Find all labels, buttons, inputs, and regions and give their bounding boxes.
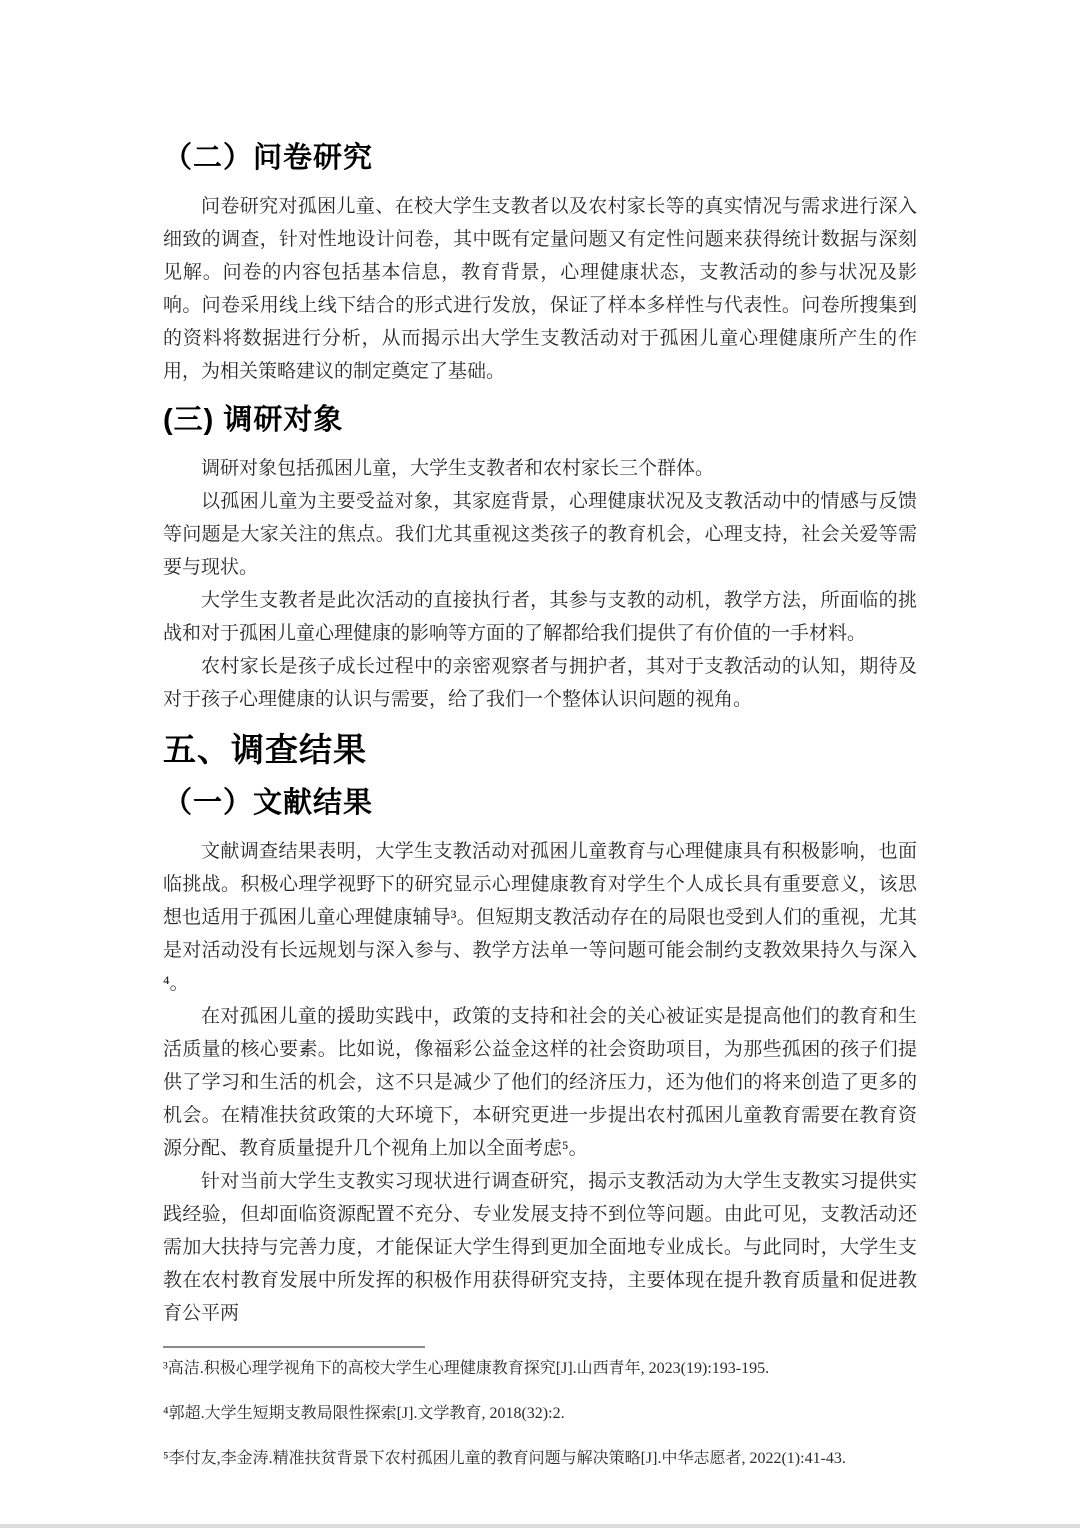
paragraph-literature-2: 在对孤困儿童的援助实践中，政策的支持和社会的关心被证实是提高他们的教育和生活质量的核心要素。比如说，像福彩公益金这样的社会资助项目，为那些孤困的孩子们提供了学习和生活的机会，这不只是减少了他们的经济压力，还为他们的将来创造了更多的机会。在精准扶贫政策的大环境下，本研究更进一步提出农村孤困儿童教育需要在教育资源分配、教育质量提升几个视角上加以全面考虑⁵。 (163, 1006, 917, 1159)
footnote-separator (163, 1346, 425, 1348)
paragraph-literature-1: 文献调查结果表明，大学生支教活动对孤困儿童教育与心理健康具有积极影响，也面临挑战。积极心理学视野下的研究显示心理健康教育对学生个人成长具有重要意义，该思想也适用于孤困儿童心理健康辅导³。但短期支教活动存在的局限也受到人们的重视，尤其是对活动没有长远规划与深入参与、教学方法单一等问题可能会制约支教效果持久与深入⁴。 (163, 841, 917, 994)
section-heading-research-subjects: (三) 调研对象 (163, 404, 344, 436)
footnote-5: ⁵李付友,李金涛.精准扶贫背景下农村孤困儿童的教育问题与解决策略[J].中华志愿者, 2022(1):41-43. (163, 1450, 846, 1467)
footnote-3: ³高洁.积极心理学视角下的高校大学生心理健康教育探究[J].山西青年, 2023(19):193-195. (163, 1360, 770, 1377)
chapter-heading-survey-results: 五、调查结果 (163, 731, 367, 768)
page-bottom-edge (0, 1524, 1080, 1528)
paragraph-literature-3: 针对当前大学生支教实习现状进行调查研究，揭示支教活动为大学生支教实习提供实践经验，但却面临资源配置不充分、专业发展支持不到位等问题。由此可见，支教活动还需加大扶持与完善力度，才能保证大学生得到更加全面地专业成长。与此同时，大学生支教在农村教育发展中所发挥的积极作用获得研究支持，主要体现在提升教育质量和促进教育公平两 (163, 1171, 917, 1324)
paragraph-subjects-volunteers: 大学生支教者是此次活动的直接执行者，其参与支教的动机，教学方法，所面临的挑战和对于孤困儿童心理健康的影响等方面的了解都给我们提供了有价值的一手材料。 (163, 590, 917, 644)
paragraph-questionnaire-research: 问卷研究对孤困儿童、在校大学生支教者以及农村家长等的真实情况与需求进行深入细致的调查，针对性地设计问卷，其中既有定量问题又有定性问题来获得统计数据与深刻见解。问卷的内容包括基本信息，教育背景，心理健康状态，支教活动的参与状况及影响。问卷采用线上线下结合的形式进行发放，保证了样本多样性与代表性。问卷所搜集到的资料将数据进行分析，从而揭示出大学生支教活动对于孤困儿童心理健康所产生的作用，为相关策略建议的制定奠定了基础。 (163, 196, 917, 382)
paragraph-subjects-children: 以孤困儿童为主要受益对象，其家庭背景，心理健康状况及支教活动中的情感与反馈等问题是大家关注的焦点。我们尤其重视这类孩子的教育机会，心理支持，社会关爱等需要与现状。 (163, 491, 917, 578)
paragraph-subjects-parents: 农村家长是孩子成长过程中的亲密观察者与拥护者，其对于支教活动的认知，期待及对于孩子心理健康的认识与需要，给了我们一个整体认识问题的视角。 (163, 656, 917, 710)
paragraph-subjects-intro: 调研对象包括孤困儿童，大学生支教者和农村家长三个群体。 (201, 458, 715, 479)
footnote-4: ⁴郭超.大学生短期支教局限性探索[J].文学教育, 2018(32):2. (163, 1405, 565, 1422)
section-heading-literature-results: （一）文献结果 (163, 787, 374, 819)
section-heading-questionnaire-research: （二）问卷研究 (163, 142, 374, 174)
